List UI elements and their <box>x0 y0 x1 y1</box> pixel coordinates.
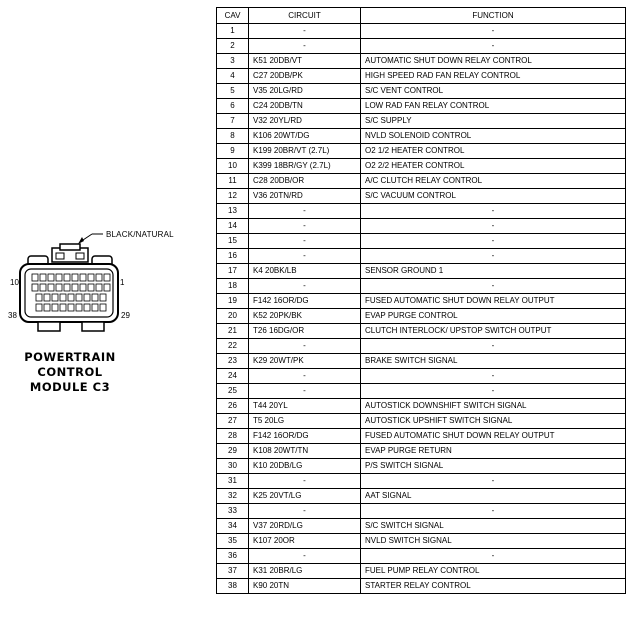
pin-cavity <box>80 274 86 281</box>
pinout-table <box>216 7 626 594</box>
header-circuit: CIRCUIT <box>249 8 361 24</box>
cav-cell: 2 <box>217 39 249 54</box>
table-row <box>217 174 626 189</box>
function-cell: AUTOSTICK DOWNSHIFT SWITCH SIGNAL <box>361 399 626 414</box>
module-title-line-1: POWERTRAIN <box>24 350 116 364</box>
pin-cavity <box>100 294 106 301</box>
table-row <box>217 384 626 399</box>
table-row <box>217 249 626 264</box>
function-cell: A/C CLUTCH RELAY CONTROL <box>361 174 626 189</box>
table-row <box>217 99 626 114</box>
cav-cell: 19 <box>217 294 249 309</box>
circuit-cell: - <box>249 549 361 564</box>
function-cell: - <box>361 204 626 219</box>
cav-cell: 34 <box>217 519 249 534</box>
circuit-cell: - <box>249 39 361 54</box>
circuit-cell: - <box>249 384 361 399</box>
function-cell: S/C SUPPLY <box>361 114 626 129</box>
table-row <box>217 519 626 534</box>
table-row <box>217 564 626 579</box>
table-row <box>217 144 626 159</box>
function-cell: - <box>361 219 626 234</box>
circuit-cell: F142 16OR/DG <box>249 429 361 444</box>
pin-cavity <box>48 274 54 281</box>
cav-cell: 3 <box>217 54 249 69</box>
table-row <box>217 279 626 294</box>
table-row <box>217 579 626 594</box>
function-cell: EVAP PURGE CONTROL <box>361 309 626 324</box>
function-cell: NVLD SWITCH SIGNAL <box>361 534 626 549</box>
circuit-cell: - <box>249 234 361 249</box>
cav-cell: 5 <box>217 84 249 99</box>
cav-cell: 27 <box>217 414 249 429</box>
circuit-cell: - <box>249 339 361 354</box>
table-row <box>217 204 626 219</box>
cav-cell: 16 <box>217 249 249 264</box>
circuit-cell: T44 20YL <box>249 399 361 414</box>
pin-cavity <box>88 284 94 291</box>
cav-cell: 14 <box>217 219 249 234</box>
cav-cell: 30 <box>217 459 249 474</box>
cav-cell: 25 <box>217 384 249 399</box>
cav-cell: 31 <box>217 474 249 489</box>
cav-cell: 22 <box>217 339 249 354</box>
circuit-cell: K51 20DB/VT <box>249 54 361 69</box>
circuit-cell: K106 20WT/DG <box>249 129 361 144</box>
connector-illustration <box>0 220 210 420</box>
function-cell: O2 1/2 HEATER CONTROL <box>361 144 626 159</box>
header-cav: CAV <box>217 8 249 24</box>
function-cell: FUSED AUTOMATIC SHUT DOWN RELAY OUTPUT <box>361 294 626 309</box>
pinout-table-body <box>217 24 626 594</box>
pin-cavity <box>76 304 82 311</box>
pin-cavity <box>60 304 66 311</box>
pin-cavity <box>64 274 70 281</box>
circuit-cell: C24 20DB/TN <box>249 99 361 114</box>
pin-cavity <box>32 274 38 281</box>
pin-label-1: 1 <box>120 278 125 287</box>
table-row <box>217 444 626 459</box>
table-row <box>217 69 626 84</box>
circuit-cell: - <box>249 24 361 39</box>
cav-cell: 26 <box>217 399 249 414</box>
function-cell: - <box>361 369 626 384</box>
table-row <box>217 459 626 474</box>
circuit-cell: K108 20WT/TN <box>249 444 361 459</box>
circuit-cell: K29 20WT/PK <box>249 354 361 369</box>
function-cell: - <box>361 279 626 294</box>
function-cell: - <box>361 549 626 564</box>
pin-cavity <box>100 304 106 311</box>
table-row <box>217 234 626 249</box>
table-row <box>217 189 626 204</box>
module-title-line-2: CONTROL <box>37 365 103 379</box>
circuit-cell: K25 20VT/LG <box>249 489 361 504</box>
cav-cell: 29 <box>217 444 249 459</box>
header-function: FUNCTION <box>361 8 626 24</box>
circuit-cell: F142 16OR/DG <box>249 294 361 309</box>
pin-cavity <box>52 304 58 311</box>
function-cell: S/C VACUUM CONTROL <box>361 189 626 204</box>
table-row <box>217 39 626 54</box>
function-cell: S/C VENT CONTROL <box>361 84 626 99</box>
table-row <box>217 474 626 489</box>
table-row <box>217 114 626 129</box>
pin-cavity <box>80 284 86 291</box>
circuit-cell: - <box>249 204 361 219</box>
circuit-cell: V32 20YL/RD <box>249 114 361 129</box>
function-cell: NVLD SOLENOID CONTROL <box>361 129 626 144</box>
pin-label-29: 29 <box>121 311 130 320</box>
pin-cavity <box>88 274 94 281</box>
function-cell: FUEL PUMP RELAY CONTROL <box>361 564 626 579</box>
function-cell: AAT SIGNAL <box>361 489 626 504</box>
function-cell: HIGH SPEED RAD FAN RELAY CONTROL <box>361 69 626 84</box>
circuit-cell: C27 20DB/PK <box>249 69 361 84</box>
cav-cell: 17 <box>217 264 249 279</box>
cav-cell: 7 <box>217 114 249 129</box>
cav-cell: 21 <box>217 324 249 339</box>
function-cell: O2 2/2 HEATER CONTROL <box>361 159 626 174</box>
circuit-cell: K4 20BK/LB <box>249 264 361 279</box>
table-row <box>217 369 626 384</box>
circuit-cell: K199 20BR/VT (2.7L) <box>249 144 361 159</box>
pin-cavity <box>84 304 90 311</box>
pin-cavity <box>84 294 90 301</box>
cav-cell: 28 <box>217 429 249 444</box>
table-row <box>217 489 626 504</box>
pin-cavity <box>36 294 42 301</box>
circuit-cell: - <box>249 219 361 234</box>
circuit-cell: V36 20TN/RD <box>249 189 361 204</box>
circuit-cell: C28 20DB/OR <box>249 174 361 189</box>
pin-cavity <box>44 304 50 311</box>
function-cell: LOW RAD FAN RELAY CONTROL <box>361 99 626 114</box>
function-cell: - <box>361 384 626 399</box>
table-row <box>217 159 626 174</box>
cav-cell: 1 <box>217 24 249 39</box>
pin-cavity <box>104 274 110 281</box>
table-row <box>217 324 626 339</box>
table-row <box>217 264 626 279</box>
table-header-row <box>217 8 626 24</box>
circuit-cell: K90 20TN <box>249 579 361 594</box>
circuit-cell: K52 20PK/BK <box>249 309 361 324</box>
pin-cavity <box>32 284 38 291</box>
cav-cell: 10 <box>217 159 249 174</box>
function-cell: S/C SWITCH SIGNAL <box>361 519 626 534</box>
pin-label-38: 38 <box>8 311 17 320</box>
pin-cavity <box>92 294 98 301</box>
function-cell: - <box>361 234 626 249</box>
cav-cell: 23 <box>217 354 249 369</box>
function-cell: - <box>361 39 626 54</box>
circuit-cell: - <box>249 474 361 489</box>
pin-cavity <box>68 304 74 311</box>
cav-cell: 8 <box>217 129 249 144</box>
cav-cell: 37 <box>217 564 249 579</box>
pin-cavity <box>72 284 78 291</box>
pin-cavity <box>96 284 102 291</box>
table-row <box>217 54 626 69</box>
table-row <box>217 399 626 414</box>
function-cell: - <box>361 24 626 39</box>
cav-cell: 4 <box>217 69 249 84</box>
cav-cell: 20 <box>217 309 249 324</box>
circuit-cell: K31 20BR/LG <box>249 564 361 579</box>
pin-cavity <box>92 304 98 311</box>
pin-cavity <box>48 284 54 291</box>
cav-cell: 12 <box>217 189 249 204</box>
function-cell: - <box>361 249 626 264</box>
pin-cavity <box>40 274 46 281</box>
table-row <box>217 534 626 549</box>
pin-cavity <box>76 294 82 301</box>
circuit-cell: K399 18BR/GY (2.7L) <box>249 159 361 174</box>
table-row <box>217 309 626 324</box>
pin-cavity <box>40 284 46 291</box>
circuit-cell: V35 20LG/RD <box>249 84 361 99</box>
pin-cavity <box>52 294 58 301</box>
circuit-cell: - <box>249 249 361 264</box>
table-row <box>217 549 626 564</box>
function-cell: - <box>361 339 626 354</box>
function-cell: CLUTCH INTERLOCK/ UPSTOP SWITCH OUTPUT <box>361 324 626 339</box>
table-row <box>217 354 626 369</box>
cav-cell: 35 <box>217 534 249 549</box>
pin-cavity <box>36 304 42 311</box>
function-cell: AUTOSTICK UPSHIFT SWITCH SIGNAL <box>361 414 626 429</box>
function-cell: STARTER RELAY CONTROL <box>361 579 626 594</box>
table-row <box>217 339 626 354</box>
module-title <box>18 350 122 395</box>
pin-cavity <box>104 284 110 291</box>
pin-cavity <box>96 274 102 281</box>
function-cell: AUTOMATIC SHUT DOWN RELAY CONTROL <box>361 54 626 69</box>
function-cell: - <box>361 504 626 519</box>
circuit-cell: K107 20OR <box>249 534 361 549</box>
table-row <box>217 219 626 234</box>
cav-cell: 9 <box>217 144 249 159</box>
table-row <box>217 294 626 309</box>
function-cell: P/S SWITCH SIGNAL <box>361 459 626 474</box>
pin-label-10: 10 <box>10 278 19 287</box>
pin-cavity <box>64 284 70 291</box>
table-row <box>217 504 626 519</box>
function-cell: FUSED AUTOMATIC SHUT DOWN RELAY OUTPUT <box>361 429 626 444</box>
pin-cavity <box>44 294 50 301</box>
cav-cell: 13 <box>217 204 249 219</box>
circuit-cell: - <box>249 369 361 384</box>
function-cell: EVAP PURGE RETURN <box>361 444 626 459</box>
cav-cell: 36 <box>217 549 249 564</box>
function-cell: BRAKE SWITCH SIGNAL <box>361 354 626 369</box>
table-row <box>217 414 626 429</box>
wire-color-label: BLACK/NATURAL <box>106 230 174 239</box>
table-row <box>217 84 626 99</box>
table-row <box>217 429 626 444</box>
cav-cell: 6 <box>217 99 249 114</box>
circuit-cell: K10 20DB/LG <box>249 459 361 474</box>
cav-cell: 38 <box>217 579 249 594</box>
circuit-cell: - <box>249 279 361 294</box>
cav-cell: 32 <box>217 489 249 504</box>
cav-cell: 18 <box>217 279 249 294</box>
function-cell: SENSOR GROUND 1 <box>361 264 626 279</box>
circuit-cell: T26 16DG/OR <box>249 324 361 339</box>
table-row <box>217 129 626 144</box>
cav-cell: 15 <box>217 234 249 249</box>
pin-cavity <box>60 294 66 301</box>
function-cell: - <box>361 474 626 489</box>
pin-cavity <box>56 274 62 281</box>
pin-cavity <box>72 274 78 281</box>
pin-cavity <box>56 284 62 291</box>
cav-cell: 24 <box>217 369 249 384</box>
circuit-cell: - <box>249 504 361 519</box>
module-title-line-3: MODULE C3 <box>29 380 111 394</box>
circuit-cell: V37 20RD/LG <box>249 519 361 534</box>
circuit-cell: T5 20LG <box>249 414 361 429</box>
pin-cavity <box>68 294 74 301</box>
cav-cell: 11 <box>217 174 249 189</box>
table-row <box>217 24 626 39</box>
connector-face-drawing <box>0 220 210 350</box>
cav-cell: 33 <box>217 504 249 519</box>
